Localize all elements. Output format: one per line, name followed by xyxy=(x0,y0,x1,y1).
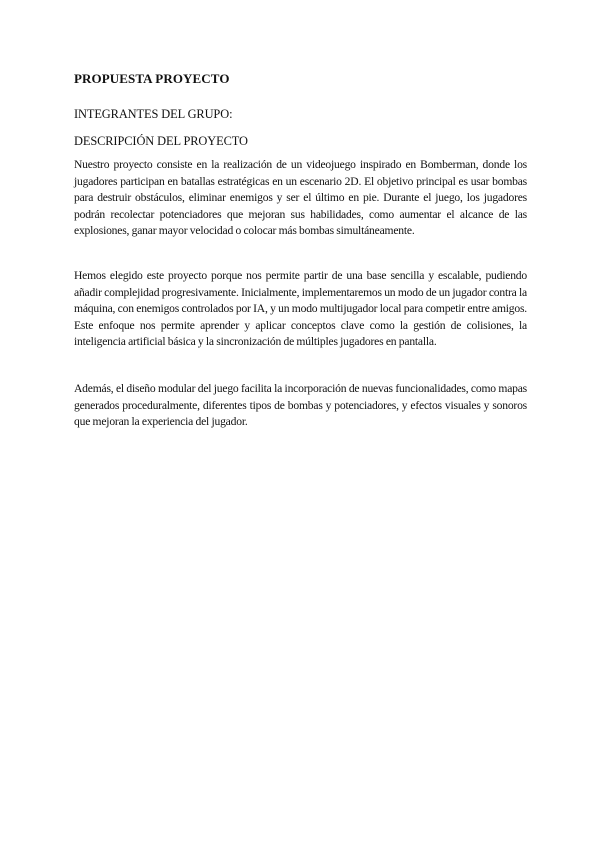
paragraph-description: Nuestro proyecto consiste en la realización de un videojuego inspirado en Bomberman, donde los jugadores participan en batallas estratégicas en un escenario 2D. El objetivo principal es usar bombas para destruir obstáculos, eliminar enemigos y ser el último en pie. Durante el juego, los jugadores podrán recolectar potenciadores que mejoran sus habilidades, como aumentar el alcance de las explosiones, ganar mayor velocidad o colocar más bombas simultáneamente. xyxy=(74,158,527,237)
integrantes-heading: INTEGRANTES DEL GRUPO: xyxy=(74,107,233,121)
paragraph-motivation: Hemos elegido este proyecto porque nos permite partir de una base sencilla y escalable, pudiendo añadir complejidad progresivamente. Inicialmente, implementaremos un modo de un jugador contra la máquina, con enemigos controlados por IA, y un modo multijugador local para competir entre amigos. Este enfoque nos permite aprender y aplicar conceptos clave como la gestión de colisiones, la inteligencia artificial básica y la sincronización de múltiples jugadores en pantalla. xyxy=(74,269,527,348)
document-title: PROPUESTA PROYECTO xyxy=(74,71,230,86)
paragraph-extensions: Además, el diseño modular del juego facilita la incorporación de nuevas funcionalidades, como mapas generados proceduralmente, diferentes tipos de bombas y potenciadores, y efectos visuales y sonoros que mejoran la experiencia del jugador. xyxy=(74,382,527,428)
descripcion-heading: DESCRIPCIÓN DEL PROYECTO xyxy=(74,134,248,148)
